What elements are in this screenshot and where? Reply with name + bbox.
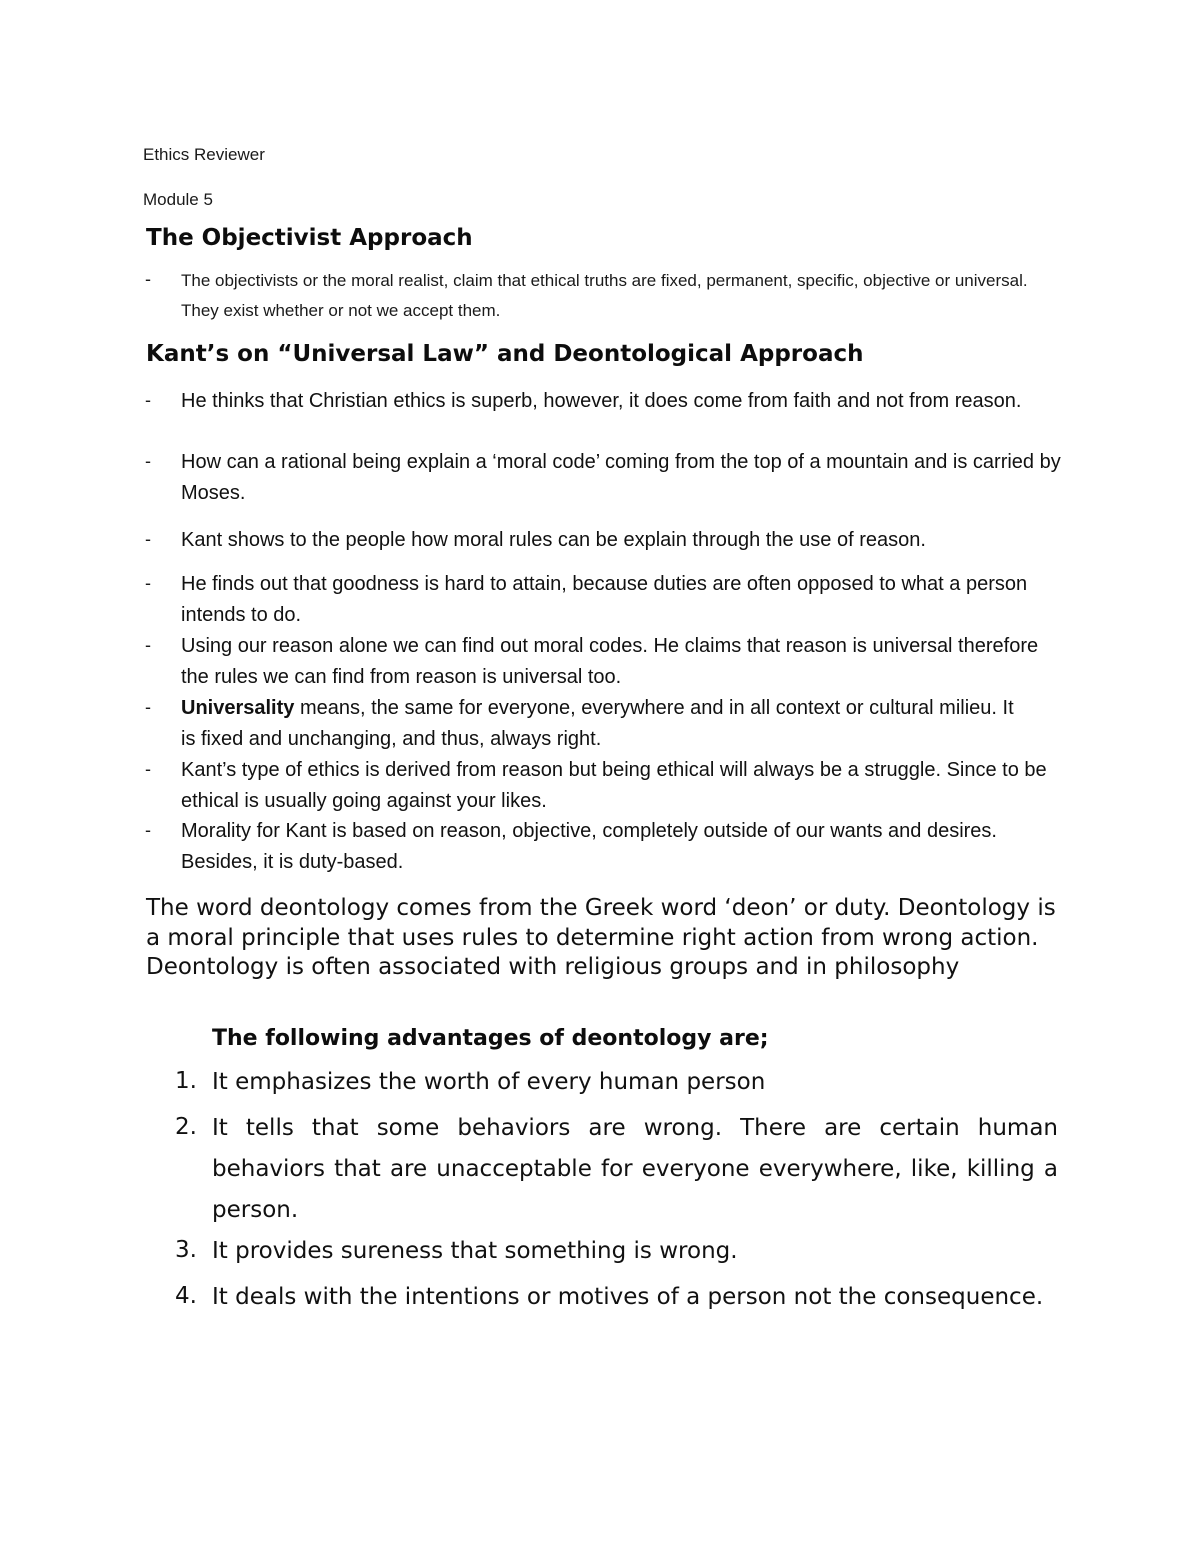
module-label: Module 5 — [143, 190, 213, 209]
bullet-dash: - — [145, 573, 151, 593]
bullet-dash: - — [145, 697, 151, 717]
bullet-text: He thinks that Christian ethics is superb, however, it does come from faith and not from reason. — [181, 390, 1022, 412]
bullet-dash: - — [145, 390, 151, 410]
bullet-dash: - — [145, 820, 151, 840]
section-heading-kant: Kant’s on “Universal Law” and Deontological Approach — [146, 341, 864, 367]
universality-term: Universality — [181, 697, 295, 719]
advantage-item: It deals with the intentions or motives of a person not the consequence. — [212, 1284, 1044, 1310]
advantage-item: It tells that some behaviors are wrong. There are certain human behaviors that are unacceptable for everyone everywhere, like, killing a person. — [212, 1115, 1058, 1223]
bullet-text: The objectivists or the moral realist, claim that ethical truths are fixed, permanent, specific, objective or universal. They exist whether or not we accept them. — [181, 271, 1028, 320]
universality-definition: means, the same for everyone, everywhere and in all context or cultural milieu. It is fixed and unchanging, and thus, always right. — [181, 697, 1014, 750]
advantages-heading: The following advantages of deontology are; — [212, 1026, 769, 1051]
section-heading-objectivist: The Objectivist Approach — [146, 225, 473, 251]
bullet-text-universality — [181, 693, 1031, 755]
list-number: 1. — [175, 1068, 197, 1094]
bullet-dash: - — [145, 635, 151, 655]
bullet-text: Kant’s type of ethics is derived from reason but being ethical will always be a struggle. Since to be ethical is usually going against your likes. — [181, 759, 1047, 812]
bullet-dash: - — [145, 529, 151, 549]
document-title: Ethics Reviewer — [143, 145, 265, 164]
bullet-text: How can a rational being explain a ‘moral code’ coming from the top of a mountain and is carried by Moses. — [181, 451, 1061, 504]
advantage-item: It provides sureness that something is wrong. — [212, 1238, 738, 1264]
advantage-item: It emphasizes the worth of every human person — [212, 1069, 766, 1095]
list-number: 3. — [175, 1237, 197, 1263]
bullet-text: Morality for Kant is based on reason, objective, completely outside of our wants and desires. Besides, it is duty-based. — [181, 820, 997, 873]
bullet-dash: - — [145, 759, 151, 779]
deontology-paragraph: The word deontology comes from the Greek word ‘deon’ or duty. Deontology is a moral principle that uses rules to determine right action from wrong action. Deontology is often associated with religious groups and in philosophy — [146, 895, 1056, 980]
bullet-dash: - — [145, 451, 151, 471]
list-number: 4. — [175, 1283, 197, 1309]
bullet-text: Using our reason alone we can find out moral codes. He claims that reason is universal therefore the rules we can find from reason is universal too. — [181, 635, 1039, 688]
bullet-text: He finds out that goodness is hard to attain, because duties are often opposed to what a person intends to do. — [181, 573, 1028, 626]
bullet-text: Kant shows to the people how moral rules can be explain through the use of reason. — [181, 529, 926, 551]
list-number: 2. — [175, 1114, 197, 1140]
bullet-dash: - — [145, 269, 151, 289]
